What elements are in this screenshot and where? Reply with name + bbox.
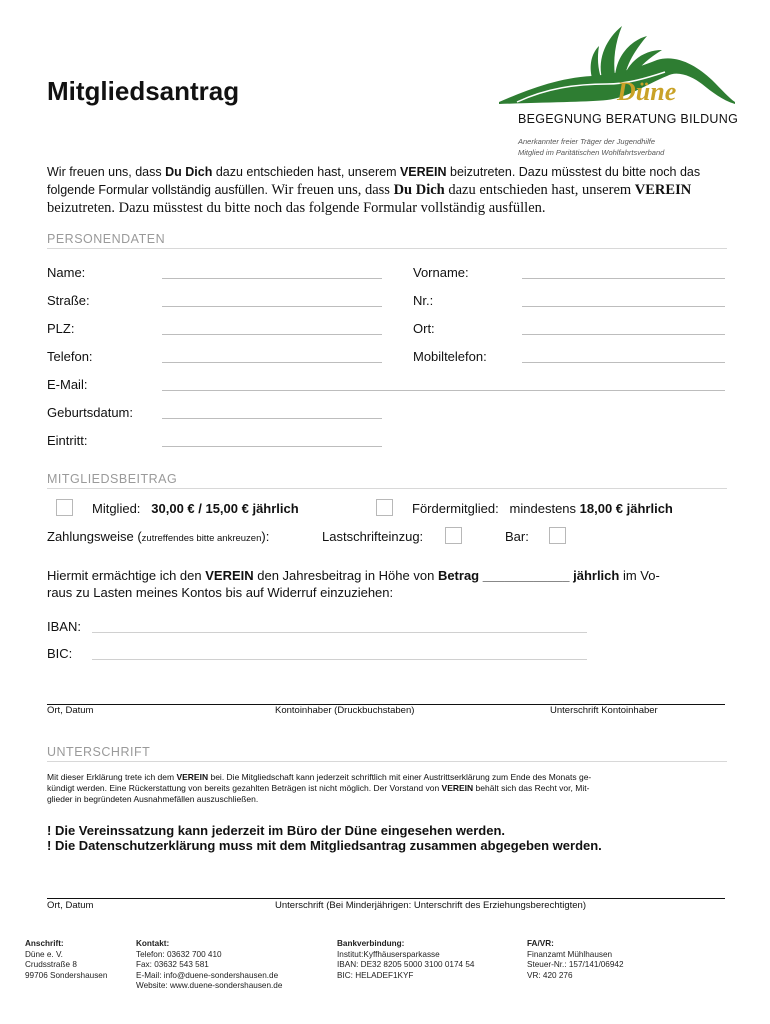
field-ort[interactable] xyxy=(522,334,725,335)
field-nr[interactable] xyxy=(522,306,725,307)
label-email: E-Mail: xyxy=(47,377,88,392)
debit-label: Lastschrifteinzug: xyxy=(322,529,424,544)
field-iban[interactable] xyxy=(92,632,587,633)
label-bic: BIC: xyxy=(47,646,73,661)
label-vorname: Vorname: xyxy=(413,265,469,280)
sig-unterschrift-member: Unterschrift (Bei Minderjährigen: Unterschrift des Erziehungsberechtigten) xyxy=(275,900,586,911)
member-option: Mitglied: 30,00 € / 15,00 € jährlich xyxy=(92,501,299,516)
debit-mandate-text: Hiermit ermächtige ich den VEREIN den Jahresbeitrag in Höhe von Betrag ____________ jährlich im Vo- raus zu Lasten meines Kontos bis auf Widerruf einzuziehen: xyxy=(47,568,660,600)
section-personal: PERSONENDATEN xyxy=(47,232,727,249)
field-email[interactable] xyxy=(162,390,725,391)
label-telefon: Telefon: xyxy=(47,349,93,364)
label-mobil: Mobiltelefon: xyxy=(413,349,487,364)
label-strasse: Straße: xyxy=(47,293,90,308)
logo-subtag-2: Mitglied im Paritätischen Wohlfahrtsverband xyxy=(518,148,665,157)
checkbox-debit[interactable] xyxy=(445,527,462,544)
field-mobil[interactable] xyxy=(522,362,725,363)
logo-tagline: BEGEGNUNG BERATUNG BILDUNG xyxy=(518,112,739,126)
section-signature: UNTERSCHRIFT xyxy=(47,745,727,762)
footer-contact: Kontakt: Telefon: 03632 700 410 Fax: 03632 543 581 E-Mail: info@duene-sondershausen.de Website: www.duene-sondershausen.de xyxy=(136,939,283,990)
field-vorname[interactable] xyxy=(522,278,725,279)
footer-tax: FA/VR: Finanzamt Mühlhausen Steuer-Nr.: 157/141/06942 VR: 420 276 xyxy=(527,939,624,980)
label-name: Name: xyxy=(47,265,86,280)
notice-statute: ! Die Vereinssatzung kann jederzeit im Büro der Düne eingesehen werden. xyxy=(47,823,506,838)
label-ort: Ort: xyxy=(413,321,435,336)
label-nr: Nr.: xyxy=(413,293,434,308)
sig-unterschrift-kontoinhaber: Unterschrift Kontoinhaber xyxy=(550,705,658,716)
label-iban: IBAN: xyxy=(47,619,81,634)
logo-subtag-1: Anerkannter freier Träger der Jugendhilfe xyxy=(518,137,656,146)
field-name[interactable] xyxy=(162,278,382,279)
footer-bank: Bankverbindung: Institut:Kyffhäusersparkasse IBAN: DE32 8205 5000 3100 0174 54 BIC: HELADEF1KYF xyxy=(337,939,475,980)
checkbox-cash[interactable] xyxy=(549,527,566,544)
sig-ort-datum-1: Ort, Datum xyxy=(47,705,94,716)
page-title: Mitgliedsantrag xyxy=(47,76,240,106)
label-plz: PLZ: xyxy=(47,321,75,336)
section-fee: MITGLIEDSBEITRAG xyxy=(47,472,727,489)
checkbox-supporter[interactable] xyxy=(376,499,393,516)
field-strasse[interactable] xyxy=(162,306,382,307)
sig-ort-datum-2: Ort, Datum xyxy=(47,900,94,911)
signature-line-member[interactable] xyxy=(47,898,725,899)
supporter-option: Fördermitglied: mindestens 18,00 € jährlich xyxy=(412,501,673,516)
footer-address: Anschrift: Düne e. V. Crudsstraße 8 99706 Sondershausen xyxy=(25,939,108,980)
checkbox-member[interactable] xyxy=(56,499,73,516)
field-plz[interactable] xyxy=(162,334,382,335)
declaration-text: Mit dieser Erklärung trete ich dem VEREIN bei. Die Mitgliedschaft kann jederzeit schriftlich mit einer Austrittserklärung zum Ende des Monats ge- kündigt werden. Eine Rückerstattung von bereits gezahlten Beträgen ist nicht möglich. Der Vorstand von VEREIN behält sich das Recht vor, Mit- glieder in begründeten Ausnahmefällen auszuschließen. xyxy=(47,772,592,804)
cash-label: Bar: xyxy=(505,529,529,544)
sig-kontoinhaber: Kontoinhaber (Druckbuchstaben) xyxy=(275,705,415,716)
field-geburt[interactable] xyxy=(162,418,382,419)
payment-method-label: Zahlungsweise (zutreffendes bitte ankreuzen): xyxy=(47,529,270,544)
label-eintritt: Eintritt: xyxy=(47,433,88,448)
intro-text: Wir freuen uns, dass Du Dich dazu entschieden hast, unserem VEREIN beizutreten. Dazu müsstest du bitte noch das folgende Formular vollständig ausfüllen. Wir freuen uns, dass Du Dich dazu entschieden hast, unserem VEREIN beizutreten. Dazu müsstest du bitte noch das folgende Formular vollständig ausfüllen. xyxy=(47,165,701,216)
field-eintritt[interactable] xyxy=(162,446,382,447)
field-telefon[interactable] xyxy=(162,362,382,363)
logo-text: Düne xyxy=(617,77,677,106)
label-geburt: Geburtsdatum: xyxy=(47,405,133,420)
notice-privacy: ! Die Datenschutzerklärung muss mit dem Mitgliedsantrag zusammen abgegeben werden. xyxy=(47,838,602,853)
field-bic[interactable] xyxy=(92,659,587,660)
